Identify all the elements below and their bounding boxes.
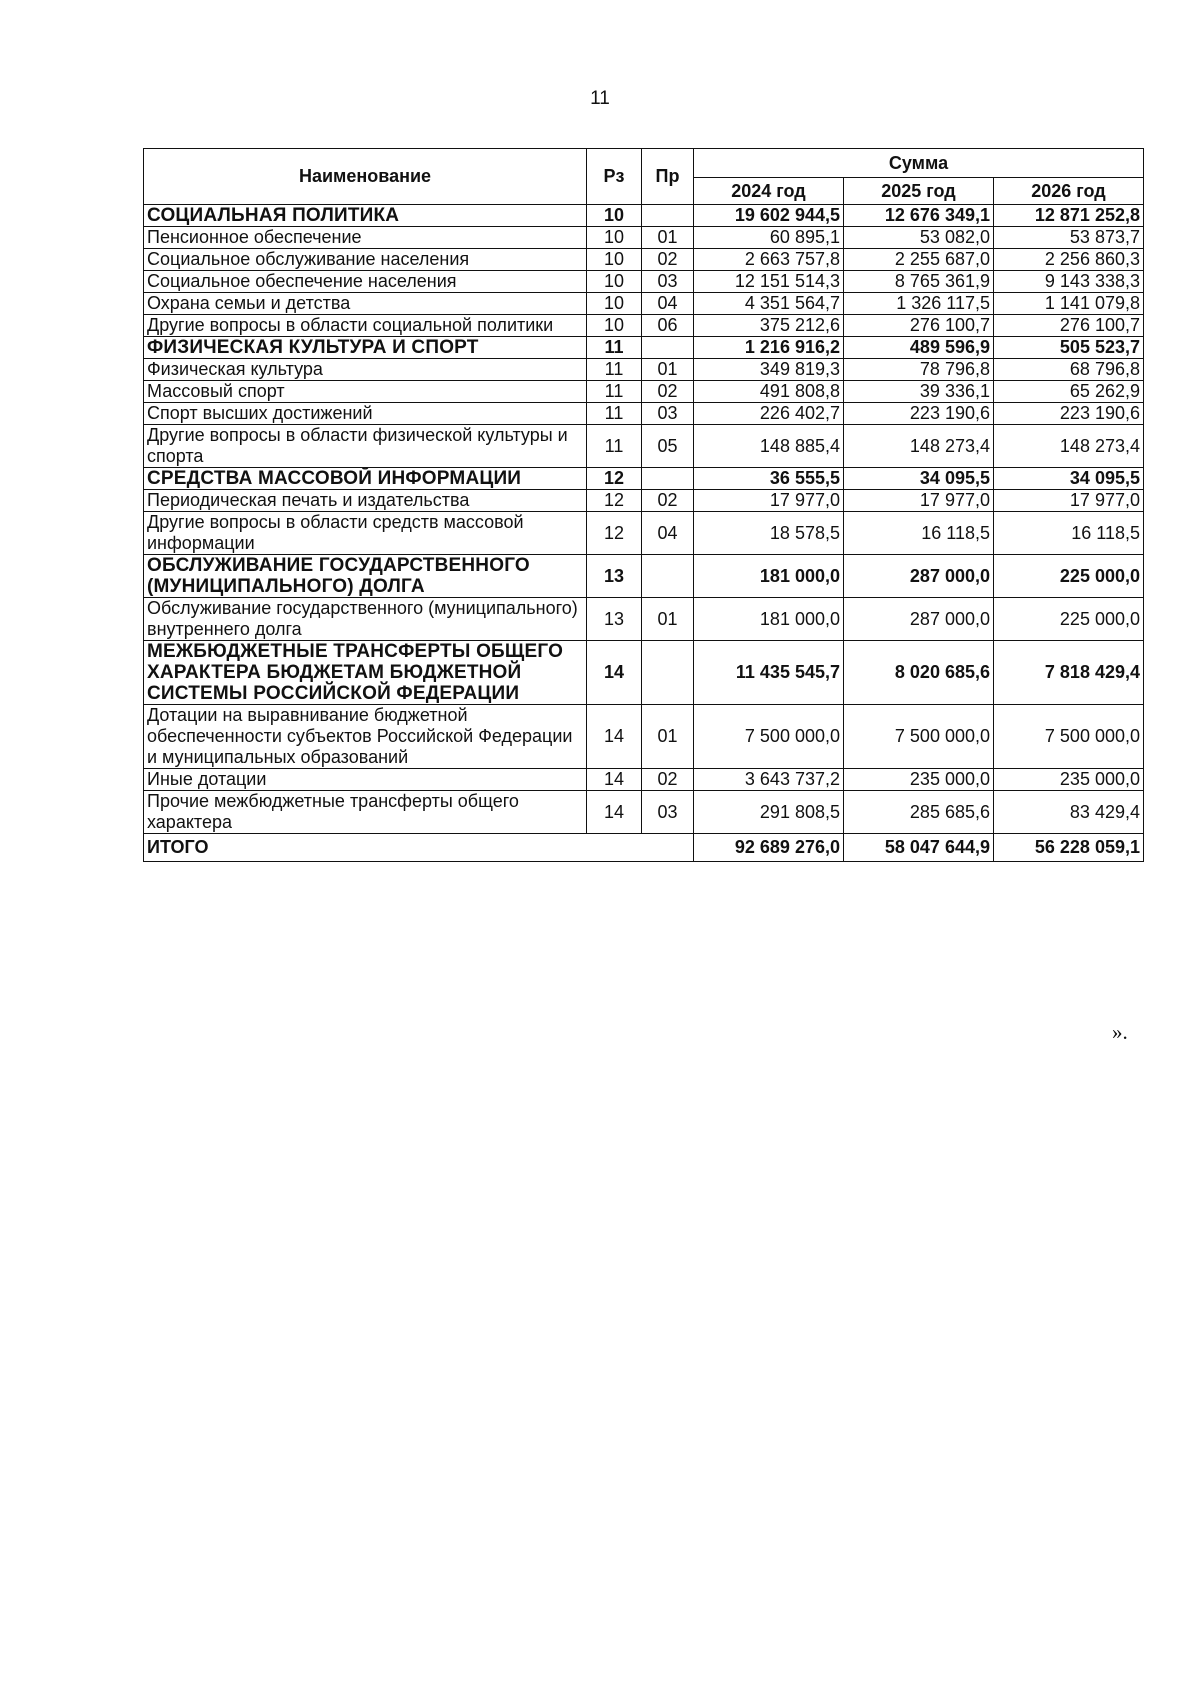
row-value-2024: 181 000,0 [694, 555, 844, 598]
row-pr [642, 205, 694, 227]
row-value-2024: 7 500 000,0 [694, 705, 844, 769]
row-value-2025: 34 095,5 [844, 468, 994, 490]
section-row [144, 468, 1144, 490]
row-pr: 02 [642, 381, 694, 403]
row-pr: 01 [642, 227, 694, 249]
row-value-2024: 60 895,1 [694, 227, 844, 249]
row-pr [642, 468, 694, 490]
row-value-2024: 4 351 564,7 [694, 293, 844, 315]
table-row [144, 403, 1144, 425]
row-rz: 10 [587, 293, 642, 315]
row-value-2026: 7 818 429,4 [994, 641, 1144, 705]
row-rz: 14 [587, 641, 642, 705]
row-pr: 05 [642, 425, 694, 468]
row-name: Иные дотации [144, 769, 587, 791]
section-row [144, 641, 1144, 705]
row-name: СОЦИАЛЬНАЯ ПОЛИТИКА [144, 205, 587, 227]
row-rz: 14 [587, 705, 642, 769]
row-value-2024: 1 216 916,2 [694, 337, 844, 359]
row-value-2024: 17 977,0 [694, 490, 844, 512]
row-name: МЕЖБЮДЖЕТНЫЕ ТРАНСФЕРТЫ ОБЩЕГО ХАРАКТЕРА БЮДЖЕТАМ БЮДЖЕТНОЙ СИСТЕМЫ РОССИЙСКОЙ ФЕДЕРАЦИИ [144, 641, 587, 705]
row-pr: 01 [642, 705, 694, 769]
row-rz: 10 [587, 315, 642, 337]
table-row [144, 359, 1144, 381]
table-row [144, 293, 1144, 315]
row-value-2024: 181 000,0 [694, 598, 844, 641]
table-row [144, 490, 1144, 512]
row-rz: 10 [587, 227, 642, 249]
row-value-2025: 17 977,0 [844, 490, 994, 512]
row-name: Спорт высших достижений [144, 403, 587, 425]
header-name: Наименование [144, 149, 587, 205]
row-value-2025: 7 500 000,0 [844, 705, 994, 769]
row-value-2025: 223 190,6 [844, 403, 994, 425]
table-row [144, 227, 1144, 249]
row-rz: 10 [587, 205, 642, 227]
row-pr [642, 641, 694, 705]
row-value-2024: 3 643 737,2 [694, 769, 844, 791]
row-pr: 02 [642, 249, 694, 271]
row-value-2024: 18 578,5 [694, 512, 844, 555]
row-value-2026: 16 118,5 [994, 512, 1144, 555]
row-value-2026: 223 190,6 [994, 403, 1144, 425]
row-value-2024: 19 602 944,5 [694, 205, 844, 227]
row-name: Социальное обеспечение населения [144, 271, 587, 293]
row-value-2024: 36 555,5 [694, 468, 844, 490]
row-value-2025: 235 000,0 [844, 769, 994, 791]
row-name: Охрана семьи и детства [144, 293, 587, 315]
row-value-2026: 34 095,5 [994, 468, 1144, 490]
total-2025: 58 047 644,9 [844, 834, 994, 862]
row-value-2024: 291 808,5 [694, 791, 844, 834]
table-row [144, 705, 1144, 769]
row-rz: 11 [587, 381, 642, 403]
row-pr: 06 [642, 315, 694, 337]
table-row [144, 425, 1144, 468]
row-rz: 10 [587, 271, 642, 293]
row-rz: 11 [587, 359, 642, 381]
row-name: Другие вопросы в области средств массовой информации [144, 512, 587, 555]
row-value-2024: 349 819,3 [694, 359, 844, 381]
row-value-2025: 287 000,0 [844, 555, 994, 598]
row-value-2026: 83 429,4 [994, 791, 1144, 834]
row-pr: 03 [642, 271, 694, 293]
row-value-2026: 1 141 079,8 [994, 293, 1144, 315]
total-label: ИТОГО [144, 834, 694, 862]
row-value-2025: 276 100,7 [844, 315, 994, 337]
row-name: Периодическая печать и издательства [144, 490, 587, 512]
row-value-2024: 491 808,8 [694, 381, 844, 403]
table-row [144, 769, 1144, 791]
section-row [144, 337, 1144, 359]
table-footer [144, 834, 1144, 862]
row-rz: 11 [587, 403, 642, 425]
table-row [144, 249, 1144, 271]
row-value-2025: 39 336,1 [844, 381, 994, 403]
row-pr: 04 [642, 512, 694, 555]
row-name: СРЕДСТВА МАССОВОЙ ИНФОРМАЦИИ [144, 468, 587, 490]
header-sum: Сумма [694, 149, 1144, 178]
table-row [144, 598, 1144, 641]
row-value-2026: 7 500 000,0 [994, 705, 1144, 769]
header-pr: Пр [642, 149, 694, 205]
row-value-2026: 68 796,8 [994, 359, 1144, 381]
row-value-2026: 225 000,0 [994, 598, 1144, 641]
row-value-2025: 78 796,8 [844, 359, 994, 381]
table-row [144, 512, 1144, 555]
row-value-2026: 9 143 338,3 [994, 271, 1144, 293]
row-value-2025: 53 082,0 [844, 227, 994, 249]
row-value-2026: 225 000,0 [994, 555, 1144, 598]
row-value-2024: 2 663 757,8 [694, 249, 844, 271]
row-value-2025: 287 000,0 [844, 598, 994, 641]
total-2026: 56 228 059,1 [994, 834, 1144, 862]
row-value-2024: 375 212,6 [694, 315, 844, 337]
row-value-2026: 505 523,7 [994, 337, 1144, 359]
row-value-2026: 53 873,7 [994, 227, 1144, 249]
row-rz: 13 [587, 555, 642, 598]
row-value-2024: 226 402,7 [694, 403, 844, 425]
row-rz: 12 [587, 490, 642, 512]
row-value-2026: 17 977,0 [994, 490, 1144, 512]
header-rz: Рз [587, 149, 642, 205]
row-value-2024: 12 151 514,3 [694, 271, 844, 293]
row-pr: 03 [642, 791, 694, 834]
row-pr: 01 [642, 598, 694, 641]
table-row [144, 271, 1144, 293]
row-pr [642, 337, 694, 359]
row-value-2025: 2 255 687,0 [844, 249, 994, 271]
row-rz: 10 [587, 249, 642, 271]
row-name: Другие вопросы в области физической культуры и спорта [144, 425, 587, 468]
total-row [144, 834, 1144, 862]
row-value-2025: 285 685,6 [844, 791, 994, 834]
row-pr: 02 [642, 490, 694, 512]
closing-quote-mark: ». [1112, 1020, 1128, 1044]
row-value-2025: 12 676 349,1 [844, 205, 994, 227]
row-name: Прочие межбюджетные трансферты общего характера [144, 791, 587, 834]
row-name: Обслуживание государственного (муниципального) внутреннего долга [144, 598, 587, 641]
row-value-2025: 8 020 685,6 [844, 641, 994, 705]
row-rz: 12 [587, 468, 642, 490]
row-rz: 11 [587, 425, 642, 468]
row-value-2025: 1 326 117,5 [844, 293, 994, 315]
row-name: ОБСЛУЖИВАНИЕ ГОСУДАРСТВЕННОГО (МУНИЦИПАЛЬНОГО) ДОЛГА [144, 555, 587, 598]
row-value-2025: 489 596,9 [844, 337, 994, 359]
row-value-2026: 2 256 860,3 [994, 249, 1144, 271]
row-name: Физическая культура [144, 359, 587, 381]
total-2024: 92 689 276,0 [694, 834, 844, 862]
table-row [144, 315, 1144, 337]
row-name: Социальное обслуживание населения [144, 249, 587, 271]
row-value-2025: 8 765 361,9 [844, 271, 994, 293]
row-rz: 11 [587, 337, 642, 359]
page-number: 11 [590, 88, 610, 109]
section-row [144, 555, 1144, 598]
row-rz: 13 [587, 598, 642, 641]
row-name: Другие вопросы в области социальной политики [144, 315, 587, 337]
row-value-2026: 235 000,0 [994, 769, 1144, 791]
row-value-2026: 148 273,4 [994, 425, 1144, 468]
header-year-2024: 2024 год [694, 178, 844, 205]
row-rz: 12 [587, 512, 642, 555]
row-name: Дотации на выравнивание бюджетной обеспеченности субъектов Российской Федерации и муниципальных образований [144, 705, 587, 769]
row-value-2025: 16 118,5 [844, 512, 994, 555]
row-value-2024: 148 885,4 [694, 425, 844, 468]
budget-table [143, 148, 1144, 862]
row-name: Пенсионное обеспечение [144, 227, 587, 249]
table-header [144, 149, 1144, 205]
row-rz: 14 [587, 791, 642, 834]
table-row [144, 791, 1144, 834]
row-value-2026: 276 100,7 [994, 315, 1144, 337]
row-pr: 03 [642, 403, 694, 425]
row-pr: 04 [642, 293, 694, 315]
table-row [144, 381, 1144, 403]
row-name: ФИЗИЧЕСКАЯ КУЛЬТУРА И СПОРТ [144, 337, 587, 359]
row-rz: 14 [587, 769, 642, 791]
row-pr: 02 [642, 769, 694, 791]
row-name: Массовый спорт [144, 381, 587, 403]
row-value-2024: 11 435 545,7 [694, 641, 844, 705]
section-row [144, 205, 1144, 227]
row-value-2025: 148 273,4 [844, 425, 994, 468]
row-pr: 01 [642, 359, 694, 381]
row-value-2026: 65 262,9 [994, 381, 1144, 403]
table-body [144, 205, 1144, 834]
header-year-2026: 2026 год [994, 178, 1144, 205]
row-pr [642, 555, 694, 598]
row-value-2026: 12 871 252,8 [994, 205, 1144, 227]
header-year-2025: 2025 год [844, 178, 994, 205]
